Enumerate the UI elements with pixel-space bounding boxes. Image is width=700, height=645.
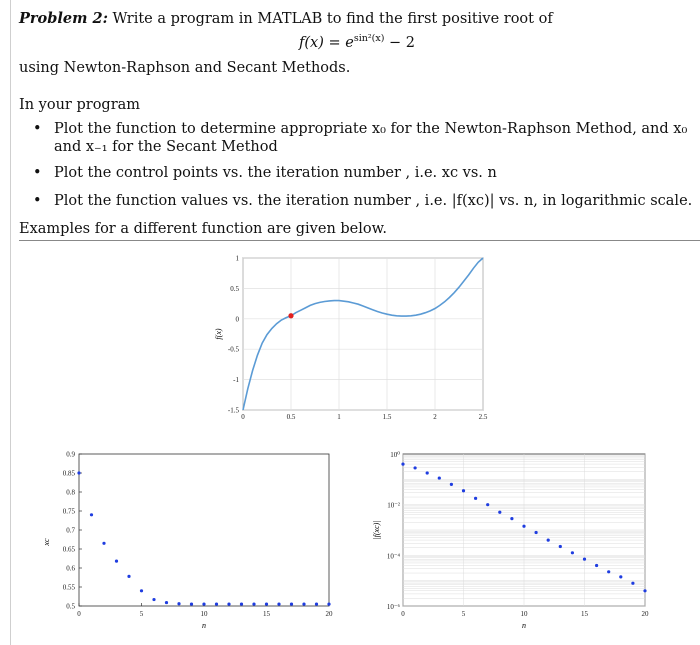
data-point <box>607 570 610 573</box>
data-point <box>414 466 417 469</box>
problem-text: Write a program in MATLAB to find the first positive root of <box>112 11 553 27</box>
formula-rhs: − 2 <box>384 34 416 51</box>
x-tick-label: 5 <box>461 610 466 618</box>
y-tick-label: 10⁻⁴ <box>386 552 400 561</box>
y-tick-label: 0.5 <box>230 284 239 293</box>
bullet-dot-icon: • <box>33 165 42 181</box>
y-axis-label: xc <box>42 538 51 546</box>
data-point <box>290 603 293 606</box>
bullet-dot-icon: • <box>33 193 42 209</box>
y-tick-label: 0.5 <box>66 602 75 611</box>
function-values-log-plot <box>361 448 661 638</box>
x-axis-label: n <box>522 621 526 630</box>
y-axis-label: |f(xc)| <box>372 520 381 540</box>
data-point <box>190 603 193 606</box>
data-point <box>252 603 255 606</box>
y-tick-label: -0.5 <box>227 345 239 354</box>
x-tick-label: 2.5 <box>478 413 488 421</box>
data-point <box>215 603 218 606</box>
problem-label: Problem 2: <box>19 10 108 27</box>
bullet-dot-icon: • <box>33 121 42 137</box>
y-tick-label: 10⁻² <box>387 501 400 510</box>
x-tick-label: 15 <box>581 610 588 618</box>
x-tick-label: 0 <box>77 610 81 618</box>
x-tick-label: 0.5 <box>286 413 296 421</box>
instructions-intro: In your program <box>19 97 141 113</box>
y-tick-label: 0 <box>235 315 239 324</box>
y-tick-label: 0.9 <box>66 450 75 459</box>
y-tick-label: 0.65 <box>62 545 75 554</box>
function-formula <box>299 33 415 51</box>
data-point <box>559 545 562 548</box>
data-point <box>498 511 501 514</box>
examples-text: Examples for a different function are given below. <box>19 221 387 237</box>
data-point <box>165 601 168 604</box>
x-tick-label: 20 <box>641 610 649 618</box>
y-tick-label: -1.5 <box>227 406 239 415</box>
data-point <box>426 471 429 474</box>
x-axis-label: n <box>202 621 206 630</box>
bullet-text: Plot the function to determine appropriate x₀ for the Newton-Raphson Method, and x₀ and x₋₁ for the Secant Method <box>54 121 688 155</box>
data-point <box>240 603 243 606</box>
y-tick-label: 0.75 <box>62 507 75 516</box>
problem-statement <box>19 10 553 28</box>
y-tick-label: -1 <box>233 376 239 385</box>
y-tick-label: 0.8 <box>66 488 75 497</box>
data-point <box>115 560 118 563</box>
x-tick-label: 10 <box>200 610 208 618</box>
x-tick-label: 20 <box>325 610 333 618</box>
data-point <box>510 517 513 520</box>
y-tick-label: 10⁰ <box>390 451 400 459</box>
data-point <box>90 513 93 516</box>
x-tick-label: 0 <box>241 413 245 421</box>
y-tick-label: 0.85 <box>62 469 75 478</box>
x-tick-label: 1 <box>337 413 341 421</box>
data-point <box>401 463 404 466</box>
function-plot <box>201 248 501 438</box>
data-point <box>571 551 574 554</box>
bullet-item <box>33 120 693 156</box>
document-page <box>10 0 700 645</box>
data-point <box>327 603 330 606</box>
data-point <box>486 503 489 506</box>
y-axis-label: f(x) <box>214 328 223 340</box>
x-tick-label: 5 <box>139 610 144 618</box>
bullet-item <box>33 192 693 210</box>
data-point <box>177 602 180 605</box>
data-point <box>619 575 622 578</box>
y-tick-label: 0.7 <box>66 526 75 535</box>
data-point <box>277 603 280 606</box>
data-point <box>535 531 538 534</box>
data-point <box>227 603 230 606</box>
bullet-text: Plot the function values vs. the iteration number , i.e. |f(xc)| vs. n, in logarithmic scale. <box>54 193 693 209</box>
bullet-item <box>33 164 693 182</box>
data-point <box>583 558 586 561</box>
data-point <box>631 582 634 585</box>
data-point <box>474 497 477 500</box>
y-tick-label: 0.55 <box>62 583 75 592</box>
data-point <box>315 603 318 606</box>
x-tick-label: 10 <box>520 610 528 618</box>
x-tick-label: 1.5 <box>382 413 392 421</box>
methods-text: using Newton-Raphson and Secant Methods. <box>19 60 351 76</box>
control-points-plot <box>31 448 341 638</box>
data-point <box>547 539 550 542</box>
data-point <box>140 589 143 592</box>
initial-point-marker <box>288 313 293 318</box>
plot-area <box>243 258 483 410</box>
data-point <box>643 589 646 592</box>
y-tick-label: 0.6 <box>66 564 75 573</box>
data-point <box>202 603 205 606</box>
data-point <box>595 564 598 567</box>
y-tick-label: 10⁻⁶ <box>386 603 400 611</box>
data-point <box>102 542 105 545</box>
bullet-text: Plot the control points vs. the iteration number , i.e. xc vs. n <box>54 165 497 181</box>
data-point <box>265 603 268 606</box>
data-point <box>127 575 130 578</box>
formula-lhs: f(x) = e <box>299 34 354 51</box>
x-tick-label: 2 <box>433 413 437 421</box>
x-tick-label: 0 <box>401 610 405 618</box>
data-point <box>450 483 453 486</box>
divider <box>19 240 700 241</box>
plot-area <box>79 454 329 606</box>
formula-exponent: sin²(x) <box>353 33 385 44</box>
data-point <box>77 471 80 474</box>
data-point <box>438 476 441 479</box>
x-tick-label: 15 <box>263 610 270 618</box>
data-point <box>152 598 155 601</box>
data-point <box>522 525 525 528</box>
data-point <box>462 489 465 492</box>
data-point <box>302 603 305 606</box>
y-tick-label: 1 <box>235 254 239 263</box>
